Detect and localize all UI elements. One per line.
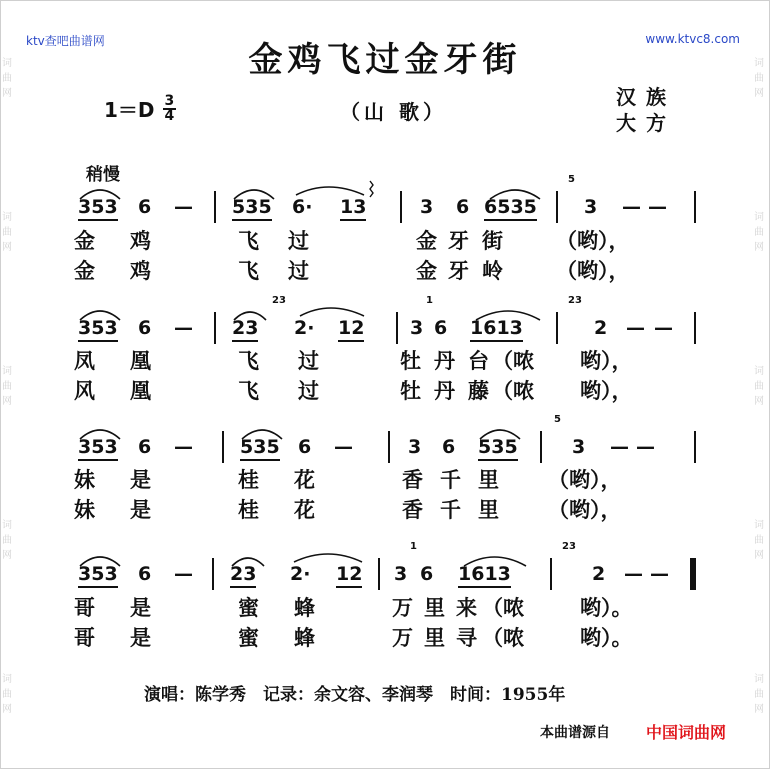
note: 3 — [410, 317, 424, 339]
note-dotted: 6· — [292, 196, 313, 218]
lyric-char: 金 — [416, 258, 437, 283]
note: 6 — [138, 196, 152, 218]
lyric-char: 香 — [402, 497, 423, 522]
note-group: 353 — [78, 562, 118, 588]
time-numerator: 3 — [164, 92, 175, 109]
watermark-text: 词曲网 — [2, 212, 12, 254]
note-dash: — — [626, 317, 645, 339]
performance-credits: 演唱：陈学秀 记录：余文容、李润琴 时间：1955年 — [144, 685, 566, 705]
note-dash: — — [610, 436, 629, 458]
lyric-char: 街 — [482, 228, 503, 253]
lyric-char: （哝 — [482, 595, 524, 620]
note-dash: — — [650, 563, 669, 585]
barline — [556, 312, 558, 344]
genre-label: （山 歌） — [340, 100, 447, 124]
barline — [400, 191, 402, 223]
lyric-char: 牙 — [448, 228, 469, 253]
lyric-line-2 — [0, 625, 770, 651]
lyric-char: （哟）， — [548, 497, 622, 522]
barline — [556, 191, 558, 223]
lyric-char: 万 — [392, 595, 413, 620]
tempo-marking: 稍慢 — [86, 165, 120, 185]
lyric-char: 蜂 — [294, 625, 315, 650]
watermark-text: 词曲网 — [754, 365, 764, 407]
lyric-char: 凰 — [130, 348, 151, 373]
grace-note: 5 — [554, 414, 561, 425]
barline — [222, 431, 224, 463]
grace-note: 1 — [426, 295, 433, 306]
lyric-char: 哥 — [74, 625, 95, 650]
lyric-char: 过 — [288, 228, 309, 253]
note: 3 — [584, 196, 598, 218]
note-dash: — — [334, 436, 353, 458]
lyric-char: 藤 — [468, 378, 489, 403]
watermark-text: 词曲网 — [2, 519, 12, 561]
note: 3 — [420, 196, 434, 218]
site-watermark-left[interactable]: ktv查吧曲谱网 — [26, 34, 105, 48]
note-group: 23 — [232, 316, 258, 342]
note-group: 1613 — [470, 316, 523, 342]
lyric-char: 蜜 — [238, 595, 259, 620]
note-dash: — — [174, 436, 193, 458]
watermark-text: 词曲网 — [754, 673, 764, 715]
watermark-text: 词曲网 — [754, 519, 764, 561]
lyric-char: 是 — [130, 467, 151, 492]
lyric-char: 风 — [74, 378, 95, 403]
note: 3 — [572, 436, 586, 458]
lyric-char: 过 — [298, 378, 319, 403]
note-dash: — — [624, 563, 643, 585]
lyric-char: 牙 — [448, 258, 469, 283]
source-note: 本曲谱源自 — [540, 725, 610, 741]
barline — [388, 431, 390, 463]
lyric-char: 丹 — [434, 348, 455, 373]
note: 3 — [394, 563, 408, 585]
barline — [212, 558, 214, 590]
lyric-char: 哟）。 — [580, 595, 633, 620]
lyric-line-2 — [0, 258, 770, 284]
lyric-char: 飞 — [238, 378, 259, 403]
note-dash: — — [622, 196, 641, 218]
lyric-line-2 — [0, 497, 770, 523]
note: 3 — [408, 436, 422, 458]
barline — [214, 191, 216, 223]
note-dash: — — [636, 436, 655, 458]
origin-info — [616, 84, 676, 136]
final-barline — [690, 558, 696, 590]
lyric-char: 哟）。 — [580, 625, 633, 650]
note-group: 535 — [240, 435, 280, 461]
time-denominator: 4 — [164, 107, 175, 124]
note: 6 — [434, 317, 448, 339]
lyric-char: 桂 — [238, 497, 259, 522]
lyric-char: 寻 — [456, 625, 477, 650]
lyric-char: （哝 — [492, 348, 534, 373]
lyric-char: 金 — [416, 228, 437, 253]
lyric-char: 里 — [424, 595, 445, 620]
site-watermark-right[interactable]: www.ktvc8.com — [645, 32, 740, 46]
lyric-char: 万 — [392, 625, 413, 650]
note-group: 353 — [78, 435, 118, 461]
lyric-char: 千 — [440, 497, 461, 522]
lyric-char: 哥 — [74, 595, 95, 620]
note-group: 535 — [232, 195, 272, 221]
lyric-char: 哟）， — [580, 348, 633, 373]
note-dash: — — [174, 196, 193, 218]
lyric-char: 凤 — [74, 348, 95, 373]
barline — [396, 312, 398, 344]
lyric-char: （哟）， — [556, 228, 630, 253]
note: 2 — [592, 563, 606, 585]
lyric-char: 里 — [424, 625, 445, 650]
barline — [694, 312, 696, 344]
note-group: 535 — [478, 435, 518, 461]
barline — [694, 191, 696, 223]
lyric-line-1 — [0, 595, 770, 621]
lyric-char: 台 — [468, 348, 489, 373]
note: 6 — [456, 196, 470, 218]
lyric-char: （哟）， — [556, 258, 630, 283]
grace-note: 5 — [568, 174, 575, 185]
lyric-char: （哟）， — [548, 467, 622, 492]
note-dash: — — [174, 563, 193, 585]
notation-row — [0, 541, 770, 586]
note: 6 — [442, 436, 456, 458]
lyric-char: 飞 — [238, 348, 259, 373]
lyric-char: 岭 — [482, 258, 503, 283]
note: 6 — [138, 563, 152, 585]
note-group: 353 — [78, 316, 118, 342]
lyric-char: 飞 — [238, 258, 259, 283]
note: 6 — [138, 436, 152, 458]
watermark-text: 词曲网 — [754, 212, 764, 254]
note: 2 — [594, 317, 608, 339]
lyric-char: 鸡 — [130, 228, 151, 253]
note-group: 6535 — [484, 195, 537, 221]
grace-note: 23 — [568, 295, 582, 306]
lyric-char: 蜂 — [294, 595, 315, 620]
time-signature — [163, 92, 177, 124]
note: 6 — [420, 563, 434, 585]
lyric-char: （哝 — [482, 625, 524, 650]
lyric-char: 是 — [130, 497, 151, 522]
lyric-char: 花 — [294, 467, 315, 492]
note-group: 12 — [336, 562, 362, 588]
lyric-char: 哟）， — [580, 378, 633, 403]
watermark-text: 词曲网 — [2, 673, 12, 715]
lyric-char: 丹 — [434, 378, 455, 403]
lyric-char: 凰 — [130, 378, 151, 403]
lyric-char: 里 — [478, 497, 499, 522]
lyric-char: 蜜 — [238, 625, 259, 650]
lyric-char: 过 — [298, 348, 319, 373]
lyric-char: 花 — [294, 497, 315, 522]
lyric-char: 妹 — [74, 467, 95, 492]
note: 6 — [298, 436, 312, 458]
note: 6 — [138, 317, 152, 339]
note-dotted: 2· — [294, 317, 315, 339]
watermark-text: 词曲网 — [2, 58, 12, 100]
song-title: 金鸡飞过金牙街 — [248, 40, 522, 80]
lyric-char: 牡 — [400, 378, 421, 403]
lyric-char: 过 — [288, 258, 309, 283]
lyric-line-1 — [0, 228, 770, 254]
watermark-text: 词曲网 — [754, 58, 764, 100]
note-group: 13 — [340, 195, 366, 221]
note-group: 1613 — [458, 562, 511, 588]
lyric-line-1 — [0, 467, 770, 493]
note-dotted: 2· — [290, 563, 311, 585]
notation-row — [0, 295, 770, 340]
lyric-char: 里 — [478, 467, 499, 492]
note-dash: — — [174, 317, 193, 339]
note-dash: — — [654, 317, 673, 339]
origin-ethnicity: 汉族 — [616, 85, 676, 109]
lyric-char: 桂 — [238, 467, 259, 492]
lyric-char: 金 — [74, 258, 95, 283]
note-group: 353 — [78, 195, 118, 221]
barline — [214, 312, 216, 344]
lyric-char: 是 — [130, 595, 151, 620]
lyric-char: 来 — [456, 595, 477, 620]
lyric-char: 飞 — [238, 228, 259, 253]
watermark-text: 词曲网 — [2, 365, 12, 407]
lyric-char: 牡 — [400, 348, 421, 373]
lyric-char: 金 — [74, 228, 95, 253]
origin-place: 大方 — [616, 111, 676, 135]
note-dash: — — [648, 196, 667, 218]
barline — [694, 431, 696, 463]
lyric-line-1 — [0, 348, 770, 374]
source-site-link[interactable]: 中国词曲网 — [646, 723, 727, 742]
grace-note: 23 — [562, 541, 576, 552]
barline — [550, 558, 552, 590]
barline — [378, 558, 380, 590]
grace-note: 1 — [410, 541, 417, 552]
note-group: 23 — [230, 562, 256, 588]
barline — [540, 431, 542, 463]
key-label: 1＝D — [104, 98, 155, 122]
lyric-line-2 — [0, 378, 770, 404]
lyric-char: 香 — [402, 467, 423, 492]
lyric-char: 妹 — [74, 497, 95, 522]
grace-note: 23 — [272, 295, 286, 306]
lyric-char: 千 — [440, 467, 461, 492]
notation-row — [0, 414, 770, 459]
lyric-char: 鸡 — [130, 258, 151, 283]
lyric-char: （哝 — [492, 378, 534, 403]
lyric-char: 是 — [130, 625, 151, 650]
key-signature — [104, 94, 176, 123]
note-group: 12 — [338, 316, 364, 342]
